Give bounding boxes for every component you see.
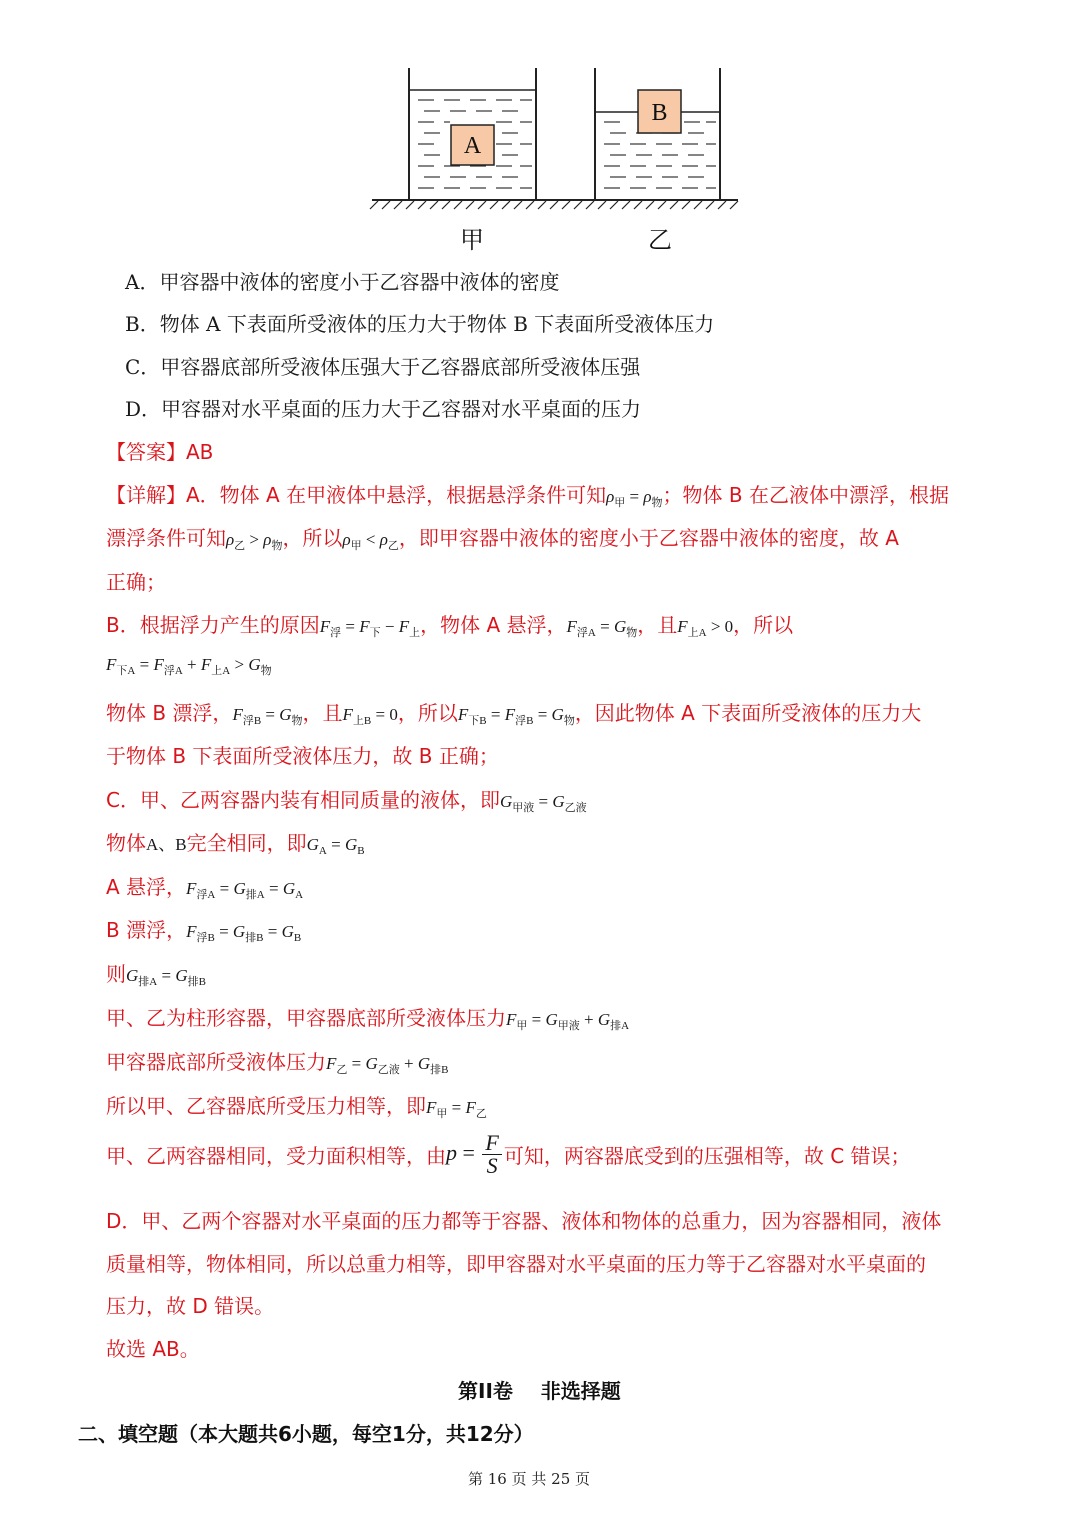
page-footer: 第 16 页 共 25 页 <box>468 1470 591 1488</box>
formula-rho-jia-eq-rho-wu: $\rho_甲 = \rho_物$ <box>606 487 663 509</box>
explanation-line-17: D．甲、乙两个容器对水平桌面的压力都等于容器、液体和物体的总重力，因为容器相同，液体 <box>106 1209 942 1233</box>
section-title: 第II卷 非选择题 <box>458 1379 621 1403</box>
explanation-line-14 <box>106 1046 448 1077</box>
ground-hatch <box>370 201 738 209</box>
explanation-text: ，所以 <box>733 613 794 637</box>
explanation-text: 甲、乙为柱形容器，甲容器底部所受液体压力 <box>106 1006 506 1030</box>
formula-f-equal: $F_甲 = F_乙$ <box>426 1098 487 1120</box>
explanation-text: ，因此物体 A 下表面所受液体的压力大 <box>574 701 922 725</box>
formula-pressure: p = $\frac{F}{S}$ <box>446 1140 504 1165</box>
explanation-line-19: 压力，故 D 错误。 <box>106 1294 275 1318</box>
explanation-text: ，所以 <box>397 701 458 725</box>
explanation-line-12 <box>106 958 206 989</box>
formula-fb-eq-g: $F_{浮B} = G_物$ <box>232 705 303 727</box>
option-c: C．甲容器底部所受液体压强大于乙容器底部所受液体压强 <box>125 355 641 379</box>
explanation-text: ；物体 B 在乙液体中漂浮，根据 <box>662 483 949 507</box>
formula-g-jiaye-eq-g-yiye: $G_{甲液} = G_{乙液}$ <box>499 792 587 814</box>
formula-fa-eq-g: $F_{浮A} = G_物$ <box>566 617 638 639</box>
explanation-text: 可知，两容器底受到的压强相等，故 C 错误； <box>503 1144 911 1168</box>
explanation-text: ，且 <box>302 701 343 725</box>
explanation-line-18: 质量相等，物体相同，所以总重力相等，即甲容器对水平桌面的压力等于乙容器对水平桌面的 <box>106 1252 926 1276</box>
explanation-line-15 <box>106 1090 487 1121</box>
explanation-text: 甲、乙两容器相同，受力面积相等，由 <box>106 1144 446 1168</box>
explanation-line-1 <box>106 479 949 510</box>
formula-g-pai-equal: $G_{排A} = G_{排B}$ <box>126 966 206 988</box>
explanation-text: ，所以 <box>282 526 343 550</box>
explanation-text: C．甲、乙两容器内装有相同质量的液体，即 <box>106 788 500 812</box>
formula-ab: A、B <box>146 835 187 854</box>
formula-buoyancy-cause: $F_浮 = F_下 - F_上$ <box>319 617 421 639</box>
formula-f-shang-b-eq-0: $F_{上B} = 0$ <box>342 705 398 727</box>
explanation-text: 物体 <box>106 831 146 855</box>
explanation-text: ，即甲容器中液体的密度小于乙容器中液体的密度，故 A <box>398 526 899 550</box>
container-jia <box>409 68 536 199</box>
explanation-line-8 <box>106 784 587 815</box>
option-b: B．物体 A 下表面所受液体的压力大于物体 B 下表面所受液体压力 <box>125 312 715 336</box>
section-heading: 二、填空题（本大题共6小题，每空1分，共12分） <box>78 1422 534 1446</box>
explanation-text: 所以甲、乙容器底所受压力相等，即 <box>106 1094 426 1118</box>
option-d: D．甲容器对水平桌面的压力大于乙容器对水平桌面的压力 <box>125 397 642 421</box>
explanation-line-11 <box>106 914 301 945</box>
explanation-line-13 <box>106 1002 629 1033</box>
formula-f-shang-a-gt-0: $F_{上A} > 0$ <box>677 617 734 639</box>
explanation-text: A 悬浮， <box>106 875 187 899</box>
explanation-line-10 <box>106 871 303 902</box>
formula-f-jia: $F_甲 = G_{甲液} + G_{排A}$ <box>506 1010 630 1032</box>
explanation-line-9 <box>106 827 365 857</box>
explanation-text: 甲容器底部所受液体压力 <box>106 1050 326 1074</box>
block-b-label: B <box>651 100 668 126</box>
formula-rho-jia-lt-rho-yi: $\rho_甲 < \rho_乙$ <box>342 530 399 552</box>
explanation-text: ，物体 A 悬浮， <box>420 613 567 637</box>
explanation-text: B 漂浮， <box>106 918 187 942</box>
explanation-text: ，且 <box>637 613 678 637</box>
explanation-text: 物体 B 漂浮， <box>106 701 233 725</box>
explanation-line-3: 正确； <box>106 570 166 594</box>
formula-b-float: $F_{浮B} = G_{排B} = G_B$ <box>186 922 302 944</box>
explanation-line-4 <box>106 609 793 640</box>
formula-f-xia-a: $F_{下A} = F_{浮A} + F_{上A} > G_物$ <box>106 655 272 677</box>
explanation-text: 漂浮条件可知 <box>106 526 226 550</box>
container-yi <box>595 68 720 199</box>
figure-label-jia: 甲 <box>460 226 484 254</box>
formula-f-xia-b: $F_{下B} = F_{浮B} = G_物$ <box>457 705 575 727</box>
formula-a-float: $F_{浮A} = G_{排A} = G_A$ <box>186 879 304 901</box>
option-a: A．甲容器中液体的密度小于乙容器中液体的密度 <box>125 270 560 294</box>
formula-rho-yi-gt-rho-wu: $\rho_乙 > \rho_物$ <box>226 530 283 552</box>
explanation-text: 则 <box>106 962 126 986</box>
block-a-label: A <box>463 133 482 159</box>
explanation-line-5 <box>106 655 272 678</box>
explanation-line-20: 故选 AB。 <box>106 1337 200 1361</box>
formula-f-yi: $F_乙 = G_{乙液} + G_{排B}$ <box>326 1054 449 1076</box>
explanation-text: B．根据浮力产生的原因 <box>106 613 320 637</box>
formula-ga-eq-gb: $G_A = G_B$ <box>306 835 365 857</box>
explanation-text: 【详解】A．物体 A 在甲液体中悬浮，根据悬浮条件可知 <box>106 483 607 507</box>
explanation-line-16 <box>106 1132 911 1177</box>
explanation-line-2 <box>106 522 899 553</box>
explanation-line-7: 于物体 B 下表面所受液体压力，故 B 正确； <box>106 744 499 768</box>
explanation-text: 完全相同，即 <box>186 831 307 855</box>
figure-label-yi: 乙 <box>648 226 672 254</box>
containers-figure <box>360 60 750 250</box>
explanation-line-6 <box>106 697 921 728</box>
answer: 【答案】AB <box>106 440 214 464</box>
